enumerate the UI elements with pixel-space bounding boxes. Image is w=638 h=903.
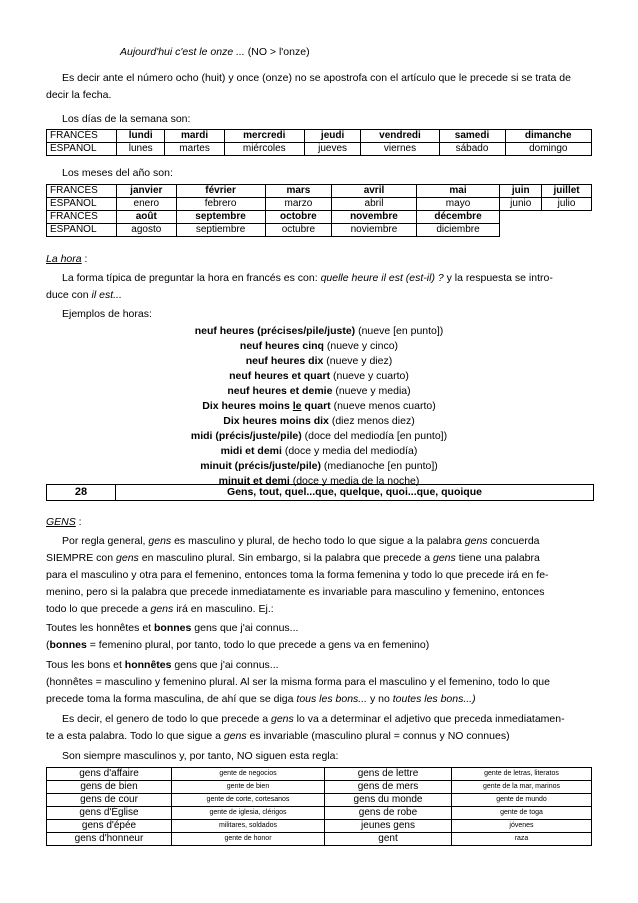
time-fr: Dix heures moins [202,400,293,412]
time-es: (doce y media de la noche) [289,475,420,487]
time-example [0,444,638,459]
table-cell: agosto [117,224,177,237]
days-row-fr [47,130,592,143]
table-cell: gens de cour [47,794,172,807]
empty-cell [500,211,542,224]
examples-heading: Ejemplos de horas: [62,308,152,320]
table-cell: martes [165,143,224,156]
time-fr: minuit (précis/juste/pile) [200,460,322,472]
gens-line: para el masculino y otra para el femenino, entonces toma la forma femenina y todo lo que precede irá en fe- [46,569,549,581]
section-number: 28 [47,485,116,500]
table-cell: mars [265,185,332,198]
gens-text: lo va a determinar el adjetivo que preceda inmediatamen- [293,713,565,725]
table-cell: abril [332,198,416,211]
gens-text: Es decir, el genero de todo lo que precede a [62,713,271,725]
gens-text: Tous les bons et [46,659,125,671]
gens-list-heading: Son siempre masculinos y, por tanto, NO siguen esta regla: [62,750,339,762]
time-example [0,339,638,354]
table-cell: diciembre [416,224,500,237]
table-cell: gente de iglesia, clérigos [172,807,325,820]
time-fr: neuf heures dix [245,355,324,367]
gens-word: gens [464,535,488,547]
gens-italic: toutes les bons...) [392,693,476,705]
table-row [47,794,592,807]
empty-cell [542,211,592,224]
gens-word: gens [116,552,139,564]
gens-text: irá en masculino. Ej.: [173,603,274,615]
table-cell: octobre [265,211,332,224]
hora-text: duce con [46,289,92,301]
gens-text: Por regla general, [62,535,149,547]
gens-example-2-note [46,691,476,707]
time-fr: midi (précis/juste/pile) [190,430,302,442]
hora-answer: il est... [91,289,122,301]
gens-line: menino, pero si la palabra que precede inmediatamente es invariable para masculino y femenino, entonces [46,586,545,598]
months-row-fr-2 [47,211,592,224]
time-fr: neuf heures et demie [227,385,333,397]
table-cell: febrero [176,198,265,211]
table-cell: gens d'épée [47,820,172,833]
gens-line [46,550,540,566]
time-es: (nueve menos cuarto) [330,400,436,412]
time-es: (nueve y media) [332,385,411,397]
gens-text: gens que j'ai connus... [171,659,279,671]
table-row [47,781,592,794]
table-cell: FRANCÉS [47,211,117,224]
gens-text: Toutes les honnêtes et [46,622,154,634]
gens-text: = femenino plural, por tanto, todo lo que precede a gens va en femenino) [86,639,430,651]
table-cell: jeunes gens [325,820,452,833]
gens-text: precede toma la forma masculina, de ahí que se diga [46,693,297,705]
gens-bold: bonnes [49,639,87,651]
gens-example-2 [46,657,279,673]
gens-title [46,514,82,530]
section-title: Gens, tout, quel...que, quelque, quoi...que, quoique [227,486,482,498]
table-cell: gens de mers [325,781,452,794]
table-cell: janvier [117,185,177,198]
hora-title-text: La hora [46,253,82,265]
table-cell: jóvenes [452,820,592,833]
table-cell: julio [542,198,592,211]
months-row-es-2 [47,224,592,237]
table-cell: ESPAÑOL [47,198,117,211]
time-es: (doce del mediodía [en punto]) [301,430,448,442]
months-row-es-1 [47,198,592,211]
time-es: (medianoche [en punto]) [321,460,438,472]
gens-colon: : [75,516,82,528]
gens-word: gens [148,535,172,547]
hora-text: y la respuesta se intro- [443,272,553,284]
gens-text: y no [367,693,393,705]
hora-line-2 [46,287,122,303]
table-row [47,768,592,781]
table-cell: sábado [439,143,505,156]
time-example [0,459,638,474]
table-cell: marzo [265,198,332,211]
gens-example-1-note [46,637,429,653]
table-cell: gente de corte, cortesanos [172,794,325,807]
table-cell: novembre [332,211,416,224]
days-table [46,129,592,156]
gens-title-text: GENS [46,516,76,528]
table-cell: gens de robe [325,807,452,820]
hora-text: La forma típica de preguntar la hora en francés es con: [62,272,321,284]
hora-title [46,251,87,267]
gens-text: en masculino plural. Sin embargo, si la palabra que precede a [138,552,433,564]
time-fr: quart [301,400,331,412]
gens-text: concuerda [487,535,540,547]
table-cell: ESPAÑOL [47,224,117,237]
gens-example-1 [46,620,298,636]
table-cell: jueves [304,143,361,156]
time-fr: midi et demi [220,445,282,457]
gens-text: tiene una palabra [455,552,540,564]
table-cell: gente de negocios [172,768,325,781]
hora-colon: : [81,253,88,265]
table-cell: ESPAÑOL [47,143,117,156]
gens-word: gens [223,730,247,742]
table-cell: noviembre [332,224,416,237]
days-row-es [47,143,592,156]
intro-paragraph: Es decir ante el número ocho (huit) y once (onze) no se apostrofa con el artículo que le precede si se trata de decir la fecha. [46,72,571,101]
table-cell: septiembre [176,224,265,237]
gens-text: gens que j'ai connus... [191,622,299,634]
table-cell: militares, soldados [172,820,325,833]
table-cell: junio [500,198,542,211]
onze-note: (NO > l'onze) [244,46,310,58]
table-cell: gente de la mar, marinos [452,781,592,794]
gens-text: SIEMPRE con [46,552,117,564]
table-cell: vendredi [361,130,439,143]
gens-word: gens [270,713,294,725]
time-es: (nueve y diez) [323,355,393,367]
table-cell: octubre [265,224,332,237]
gens-summary [46,728,510,744]
time-example [0,354,638,369]
table-cell: FRANCÉS [47,185,117,198]
table-cell: mayo [416,198,500,211]
table-cell: gente de mundo [452,794,592,807]
table-cell: gens d'affaire [47,768,172,781]
table-cell: gens du monde [325,794,452,807]
table-cell: mardi [165,130,224,143]
table-cell: gente de toga [452,807,592,820]
time-fr: minuit et demi [218,475,290,487]
time-es: (nueve [en punto]) [355,325,444,337]
time-example [0,429,638,444]
onze-italic: Aujourd'hui c'est le onze ... [120,46,245,58]
table-cell: juin [500,185,542,198]
empty-cell [500,224,542,237]
section-header [46,484,594,501]
time-example [0,369,638,384]
table-cell: dimanche [505,130,591,143]
gens-text: es masculino y plural, de hecho todo lo que sigue a la palabra [171,535,465,547]
days-heading: Los días de la semana son: [62,113,191,125]
time-es: (nueve y cinco) [323,340,399,352]
gens-text: ( [46,639,50,651]
table-cell: gente de bien [172,781,325,794]
gens-word: gens [150,603,174,615]
table-cell: FRANCÉS [47,130,117,143]
table-cell: miércoles [224,143,304,156]
table-cell: gent [325,833,452,846]
table-cell: gens d'honneur [47,833,172,846]
example-onze [120,44,310,60]
table-row [47,820,592,833]
table-cell: gens d'Église [47,807,172,820]
months-heading: Los meses del año son: [62,167,173,179]
gens-example-2-note: (honnêtes = masculino y femenino plural. Al ser la misma forma para el masculino y el femenino, todo lo que [46,676,550,688]
table-cell: domingo [505,143,591,156]
gens-italic: tous les bons... [296,693,368,705]
table-cell: février [176,185,265,198]
time-example [0,384,638,399]
time-example [0,399,638,414]
table-cell: mai [416,185,500,198]
gens-table [46,767,592,846]
table-cell: mercredi [224,130,304,143]
time-fr-underlined: le [292,400,302,412]
time-fr: Dix heures moins dix [223,415,329,427]
gens-line [46,601,274,617]
table-row [47,833,592,846]
time-fr: neuf heures et quart [229,370,331,382]
hora-line-1 [62,270,553,286]
gens-line [62,533,540,549]
table-cell: enero [117,198,177,211]
months-row-fr-1 [47,185,592,198]
table-cell: décembre [416,211,500,224]
table-cell: lunes [117,143,165,156]
empty-cell [542,224,592,237]
time-es: (doce y media del mediodía) [281,445,418,457]
gens-word: gens [433,552,456,564]
table-cell: septembre [176,211,265,224]
gens-bold: bonnes [154,622,192,634]
time-example [0,414,638,429]
table-cell: gente de letras, literatos [452,768,592,781]
table-cell: août [117,211,177,224]
table-cell: samedi [439,130,505,143]
time-example [0,324,638,339]
time-es: (nueve y cuarto) [330,370,409,382]
gens-text: te a esta palabra. Todo lo que sigue a [46,730,224,742]
gens-text: es invariable (masculino plural = connus y NO connues) [246,730,510,742]
time-fr: neuf heures cinq [239,340,324,352]
table-cell: gente de honor [172,833,325,846]
table-cell: juillet [542,185,592,198]
table-cell: lundi [117,130,165,143]
table-cell: viernes [361,143,439,156]
table-cell: jeudi [304,130,361,143]
hora-question: quelle heure il est (est-il) ? [320,272,444,284]
gens-summary [62,711,565,727]
gens-text: todo lo que precede a [46,603,151,615]
months-table [46,184,592,237]
table-cell: gens de bien [47,781,172,794]
time-es: (diez menos diez) [328,415,415,427]
table-cell: raza [452,833,592,846]
table-cell: avril [332,185,416,198]
gens-bold: honnêtes [124,659,172,671]
table-cell: gens de lettre [325,768,452,781]
time-fr: neuf heures (précises/pile/juste) [194,325,356,337]
table-row [47,807,592,820]
